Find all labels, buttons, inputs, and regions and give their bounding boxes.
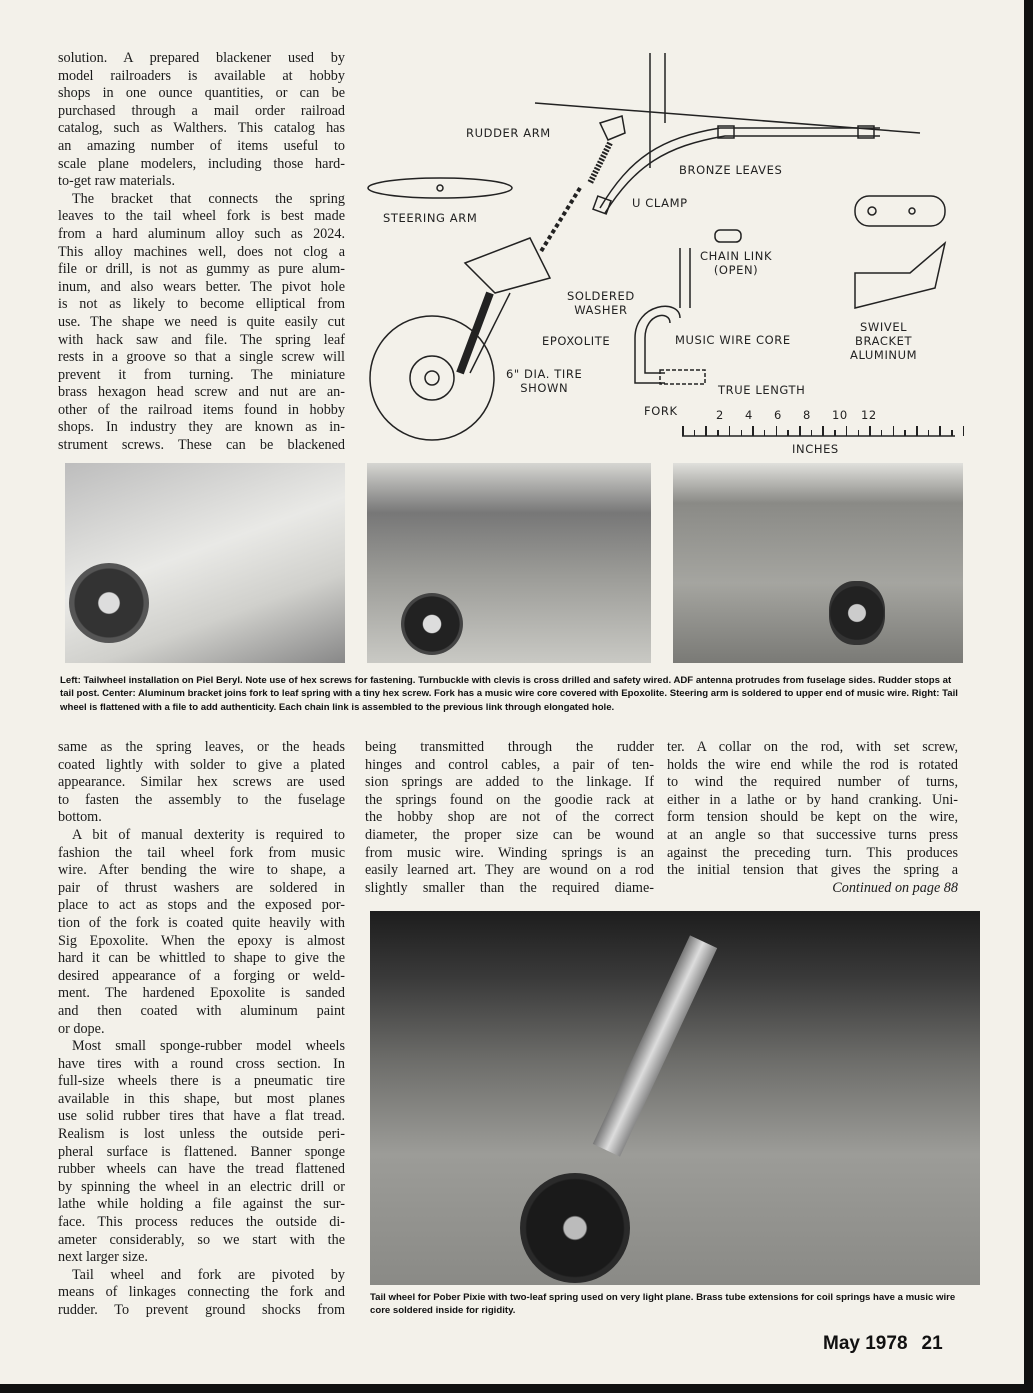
text-line: by spinning the wheel in an electric drill or bbox=[58, 1178, 345, 1195]
text-line: means of linkages connecting the fork and bbox=[58, 1284, 345, 1301]
text-line: with hack saw and file. The spring leaf bbox=[58, 331, 345, 348]
scale-tick-mark bbox=[846, 426, 848, 436]
text-line: to-get raw materials. bbox=[58, 173, 175, 190]
scale-tick-mark bbox=[682, 426, 684, 436]
text-line: either in a lathe or by hand cranking. Uni- bbox=[667, 791, 958, 808]
big-photo-caption: Tail wheel for Pober Pixie with two-leaf spring used on very light plane. Brass tube extensions for coil springs have a music wire core soldered inside for rigidity. bbox=[370, 1292, 956, 1317]
text-line: brass hexagon head screw and nut are an- bbox=[58, 384, 345, 401]
scale-tick-mark bbox=[822, 426, 824, 436]
text-line: use solid rubber tires that have a flat tread. bbox=[58, 1108, 345, 1125]
scale-tick-mark bbox=[776, 426, 778, 436]
label-washer: WASHER bbox=[574, 303, 628, 317]
scale-tick-mark bbox=[904, 430, 906, 436]
label-tire-line2: SHOWN bbox=[520, 381, 569, 395]
text-line: catalog, such as Walthers. This catalog has bbox=[58, 120, 345, 137]
scale-tick-mark bbox=[939, 426, 941, 436]
label-tire bbox=[506, 367, 582, 395]
text-line: at an angle so that successive turns press bbox=[667, 826, 958, 843]
label-bronze-leaves: BRONZE LEAVES bbox=[679, 163, 783, 177]
issue-date: May 1978 bbox=[823, 1333, 908, 1354]
text-line: to wind the required number of turns, bbox=[667, 774, 958, 791]
text-line: rubber wheels can have the tread flattened bbox=[58, 1161, 345, 1178]
label-swivel-bracket bbox=[850, 320, 917, 362]
scale-tick-mark bbox=[799, 426, 801, 436]
text-line: use. The shape we need is quite easily cut bbox=[58, 313, 345, 330]
text-line: other of the railroad items found in hobby bbox=[58, 401, 345, 418]
text-column-middle bbox=[365, 739, 654, 897]
text-line: being transmitted through the rudder bbox=[365, 739, 654, 755]
scale-unit-label: INCHES bbox=[792, 442, 839, 456]
text-line: full-size wheels there is a pneumatic tire bbox=[58, 1073, 345, 1090]
label-fork: FORK bbox=[644, 404, 678, 418]
continued-on-page: Continued on page 88 bbox=[832, 880, 958, 896]
text-line: shops in one ounce quantities, or can be bbox=[58, 85, 345, 102]
text-line: desired appearance of a forging or weld- bbox=[58, 967, 345, 984]
diagram-scale bbox=[680, 408, 970, 458]
text-line: fashion the tail wheel fork from music bbox=[58, 844, 345, 861]
scale-tick-label: 6 bbox=[774, 408, 782, 422]
scale-tick-mark bbox=[752, 426, 754, 436]
label-aluminum: ALUMINUM bbox=[850, 348, 918, 362]
text-line: form tension should be kept on the wire, bbox=[667, 809, 958, 826]
text-line: bottom. bbox=[58, 809, 102, 826]
label-true-length: TRUE LENGTH bbox=[718, 383, 806, 397]
text-line: diameter, the proper size can be wound bbox=[365, 826, 654, 843]
text-line: rudder. To prevent ground shocks from bbox=[58, 1302, 345, 1318]
continued-note bbox=[667, 880, 958, 898]
text-line: the hobby shop are not of the correct bbox=[365, 809, 654, 826]
photo-caption: Left: Tailwheel installation on Piel Beryl. Note use of hex screws for fastening. Turnbuckle with clevis is cross drilled and safety wired. ADF antenna protrudes from fuselage sides. Rudder stops at tail post. Center: Aluminum bracket joins fork to leaf spring with a tiny hex screw. Fork has a music wire core covered with Epoxolite. Steering arm is soldered to upper end of music wire. Right: Tail wheel is flattened with a file to add authenticity. Each chain link is assembled to the previous link through elongated hole. bbox=[60, 675, 958, 713]
scale-tick-label: 2 bbox=[716, 408, 724, 422]
label-soldered: SOLDERED bbox=[567, 289, 635, 303]
photo-center-bracket bbox=[367, 463, 651, 663]
text-line: holds the wire end while the rod is rotated bbox=[667, 756, 958, 773]
text-line: hinges and control cables, a pair of ten- bbox=[365, 756, 654, 773]
text-line: ment. The hardened Epoxolite is sanded bbox=[58, 985, 345, 1002]
scale-tick-mark bbox=[916, 426, 918, 436]
text-line: coated lightly with solder to give a plated bbox=[58, 756, 345, 773]
scale-tick-mark bbox=[869, 426, 871, 436]
text-line: wire. After bending the wire to shape, a bbox=[58, 862, 345, 879]
text-line: file or drill, is not as gummy as pure alum- bbox=[58, 261, 345, 278]
wheel bbox=[829, 581, 885, 645]
photo-pober-pixie-tailwheel bbox=[370, 911, 980, 1285]
text-line: hard it can be whittled to shape to give the bbox=[58, 950, 345, 967]
scale-tick-mark bbox=[928, 430, 930, 436]
spring-leaf bbox=[593, 935, 717, 1156]
text-line: appearance. Similar hex screws are used bbox=[58, 774, 345, 791]
text-line: easily learned art. They are wound on a rod bbox=[365, 862, 654, 879]
scale-tick-mark bbox=[893, 426, 895, 436]
scale-tick-mark bbox=[963, 426, 965, 436]
text-line: an amazing number of items useful to bbox=[58, 137, 345, 154]
scale-tick-label: 12 bbox=[861, 408, 877, 422]
text-line: Tail wheel and fork are pivoted by bbox=[72, 1266, 345, 1283]
label-epoxolite: EPOXOLITE bbox=[542, 334, 611, 348]
text-line: to fasten the assembly to the fuselage bbox=[58, 791, 345, 808]
label-bracket: BRACKET bbox=[855, 334, 913, 348]
text-line: is not as likely to become elliptical from bbox=[58, 296, 345, 313]
label-tire-line1: 6" DIA. TIRE bbox=[506, 367, 583, 381]
scale-tick-mark bbox=[694, 430, 696, 436]
text-line: inum, and also wears better. The pivot hole bbox=[58, 278, 345, 295]
text-line: A bit of manual dexterity is required to bbox=[72, 826, 345, 843]
text-line: Most small sponge-rubber model wheels bbox=[72, 1038, 345, 1055]
text-line: prevent it from turning. The miniature bbox=[58, 366, 345, 383]
text-line: or dope. bbox=[58, 1020, 105, 1037]
label-soldered-washer bbox=[567, 289, 635, 317]
scale-tick-mark bbox=[787, 430, 789, 436]
text-line: and then coated with aluminum paint bbox=[58, 1002, 345, 1019]
wheel bbox=[69, 563, 149, 643]
label-steering-arm: STEERING ARM bbox=[383, 211, 478, 225]
scale-tick-mark bbox=[834, 430, 836, 436]
label-u-clamp: U CLAMP bbox=[632, 196, 688, 210]
text-line: scale plane modelers, including those hard- bbox=[58, 155, 345, 172]
photo-right-flattened-wheel bbox=[673, 463, 963, 663]
tailwheel-diagram bbox=[360, 48, 970, 463]
text-line: leaves to the tail wheel fork is best made bbox=[58, 208, 345, 225]
scale-tick-mark bbox=[705, 426, 707, 436]
wheel bbox=[520, 1173, 630, 1283]
text-line: ameter considerably, so we start with the bbox=[58, 1231, 345, 1248]
text-line: Realism is lost unless the outside peri- bbox=[58, 1126, 345, 1143]
label-chain-link-line1: CHAIN LINK bbox=[700, 249, 773, 263]
text-line: lathe while holding a file against the sur- bbox=[58, 1196, 345, 1213]
text-line: face. This process reduces the outside di- bbox=[58, 1214, 345, 1231]
label-music-wire-core: MUSIC WIRE CORE bbox=[675, 333, 791, 347]
text-line: next larger size. bbox=[58, 1249, 148, 1266]
text-line: This alloy machines well, does not clog a bbox=[58, 243, 345, 260]
text-line: same as the spring leaves, or the heads bbox=[58, 739, 345, 755]
text-line: pair of thrust washers are soldered in bbox=[58, 879, 345, 896]
text-column-bottom-left bbox=[58, 739, 345, 1320]
scale-tick-mark bbox=[881, 430, 883, 436]
photo-left-piel-beryl bbox=[65, 463, 345, 663]
text-line: from a hard aluminum alloy such as 2024. bbox=[58, 225, 345, 242]
text-line: The bracket that connects the spring bbox=[72, 190, 345, 207]
text-line: rests in a groove so that a single screw will bbox=[58, 349, 345, 366]
text-line: against the preceding turn. This produces bbox=[667, 844, 958, 861]
text-line: shops. In industry they are known as in- bbox=[58, 419, 345, 436]
page-footer bbox=[823, 1333, 943, 1355]
scale-tick-mark bbox=[951, 430, 953, 436]
text-line: the springs found on the goodie rack at bbox=[365, 791, 654, 808]
wheel bbox=[401, 593, 463, 655]
text-column-right bbox=[667, 739, 958, 880]
text-line: slightly smaller than the required diame- bbox=[365, 879, 654, 896]
text-line: solution. A prepared blackener used by bbox=[58, 50, 345, 66]
text-line: available in this shape, but most planes bbox=[58, 1090, 345, 1107]
scale-tick-label: 8 bbox=[803, 408, 811, 422]
page-number: 21 bbox=[921, 1333, 943, 1354]
label-rudder-arm: RUDDER ARM bbox=[466, 126, 551, 140]
text-line: model railroaders is available at hobby bbox=[58, 67, 345, 84]
scale-tick-mark bbox=[729, 426, 731, 436]
scale-tick-mark bbox=[811, 430, 813, 436]
label-chain-link-line2: (OPEN) bbox=[713, 263, 759, 277]
text-column-top-left bbox=[58, 50, 345, 455]
text-line: purchased through a mail order railroad bbox=[58, 102, 345, 119]
text-line: ter. A collar on the rod, with set screw, bbox=[667, 739, 958, 755]
scale-tick-label: 10 bbox=[832, 408, 848, 422]
text-line: tion of the fork is coated quite heavily with bbox=[58, 914, 345, 931]
scale-tick-mark bbox=[741, 430, 743, 436]
text-line: from music wire. Winding springs is an bbox=[365, 844, 654, 861]
text-line: pheral surface is flattened. Banner sponge bbox=[58, 1143, 345, 1160]
label-chain-link bbox=[700, 249, 772, 277]
scale-tick-mark bbox=[858, 430, 860, 436]
text-line: place to act as stops and the exposed por- bbox=[58, 897, 345, 914]
scale-tick-mark bbox=[717, 430, 719, 436]
text-line: strument screws. These can be blackened bbox=[58, 437, 345, 454]
text-line: Sig Epoxolite. When the epoxy is almost bbox=[58, 932, 345, 949]
scale-tick-label: 4 bbox=[745, 408, 753, 422]
text-line: have tires with a round cross section. In bbox=[58, 1055, 345, 1072]
text-line: sion springs are added to the linkage. If bbox=[365, 774, 654, 791]
scale-tick-mark bbox=[764, 430, 766, 436]
label-swivel: SWIVEL bbox=[859, 320, 908, 334]
text-line: the initial tension that gives the spring a bbox=[667, 862, 958, 879]
